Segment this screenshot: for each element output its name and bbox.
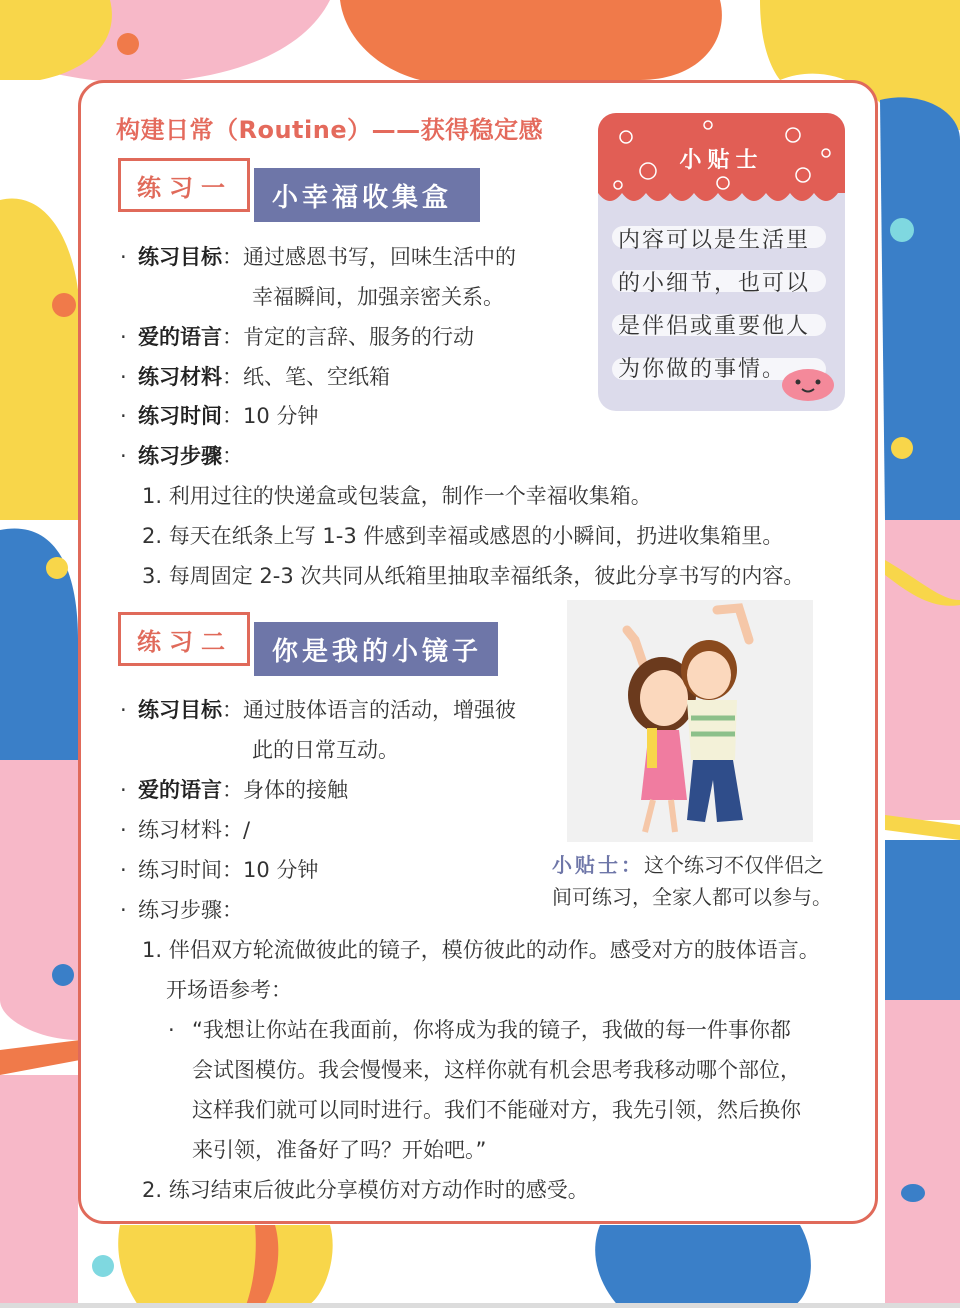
exercise2-step1-cont: 开场语参考：: [166, 978, 292, 1002]
exercise1-love: · 爱的语言：肯定的言辞、服务的行动: [120, 325, 474, 349]
tip-box: [598, 113, 845, 411]
quote-line: 来引领，准备好了吗？开始吧。”: [192, 1138, 487, 1162]
exercise1-goal-cont: 幸福瞬间，加强亲密关系。: [252, 285, 504, 309]
quote-line: 这样我们就可以同时进行。我们不能碰对方，我先引领，然后换你: [192, 1098, 801, 1122]
couple-illustration: [567, 600, 813, 842]
exercise1-material: · 练习材料：纸、笔、空纸箱: [120, 365, 390, 389]
exercise2-tag: 练习二: [118, 612, 250, 666]
exercise2-time: · 练习时间：10 分钟: [120, 858, 319, 882]
quote-line: “我想让你站在我面前，你将成为我的镜子，我做的每一件事你都: [192, 1018, 791, 1042]
exercise1-steps: · 练习步骤：: [120, 444, 243, 468]
exercise2-step1: 1. 伴侣双方轮流做彼此的镜子，模仿彼此的动作。感受对方的肢体语言。: [142, 938, 820, 962]
page-title: 构建日常（Routine）——获得稳定感: [116, 116, 544, 144]
quote-line: 会试图模仿。我会慢慢来，这样你就有机会思考我移动哪个部位，: [192, 1058, 801, 1082]
exercise1-name: 小幸福收集盒: [254, 168, 480, 222]
exercise1-step: 3. 每周固定 2-3 次共同从纸箱里抽取幸福纸条，彼此分享书写的内容。: [142, 564, 805, 588]
exercise1-tag: 练习一: [118, 158, 250, 212]
exercise2-tip: 小贴士：这个练习不仅伴侣之: [552, 853, 824, 877]
tip-line: 是伴侣或重要他人: [618, 314, 811, 339]
exercise2-love: · 爱的语言：身体的接触: [120, 778, 348, 802]
exercise2-step2: 2. 练习结束后彼此分享模仿对方动作时的感受。: [142, 1178, 589, 1202]
exercise2-goal: · 练习目标：通过肢体语言的活动，增强彼: [120, 698, 516, 722]
tip-line: 内容可以是生活里: [618, 228, 811, 253]
exercise2-material: · 练习材料：/: [120, 818, 251, 842]
exercise2-tip-cont: 间可练习，全家人都可以参与。: [552, 885, 832, 909]
exercise1-step: 2. 每天在纸条上写 1-3 件感到幸福或感恩的小瞬间，扔进收集箱里。: [142, 524, 784, 548]
tip-line: 为你做的事情。: [618, 357, 787, 382]
tip-box-title: 小贴士: [679, 148, 764, 173]
exercise2-steps: · 练习步骤：: [120, 898, 243, 922]
quote-bullet: ·: [168, 1018, 175, 1042]
exercise1-time: · 练习时间：10 分钟: [120, 404, 319, 428]
exercise2-goal-cont: 此的日常互动。: [252, 738, 399, 762]
exercise1-goal: · 练习目标：通过感恩书写，回味生活中的: [120, 245, 516, 269]
tip-line: 的小细节，也可以: [618, 271, 811, 296]
smiley-blob-icon: [778, 363, 838, 403]
exercise1-step: 1. 利用过往的快递盒或包装盒，制作一个幸福收集箱。: [142, 484, 652, 508]
exercise2-name: 你是我的小镜子: [254, 622, 498, 676]
